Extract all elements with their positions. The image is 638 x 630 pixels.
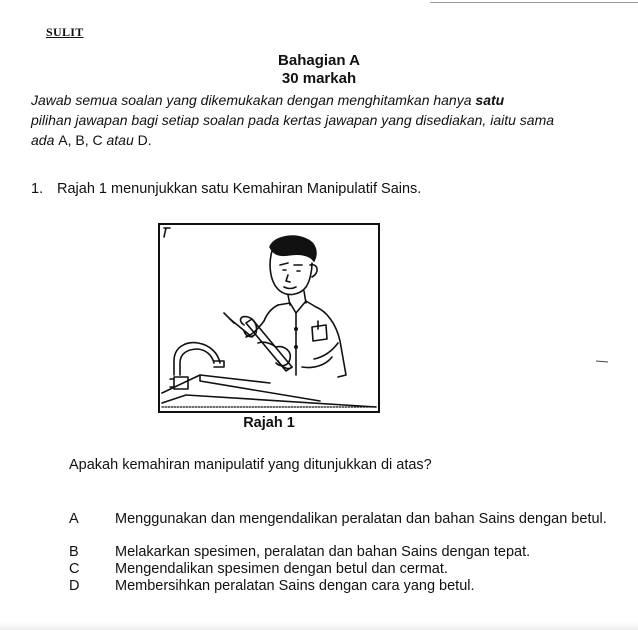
section-title: Bahagian A: [278, 52, 360, 69]
instructions-text: ada: [31, 132, 59, 148]
instructions: [31, 90, 611, 150]
option-text: Menggunakan dan mengendalikan peralatan dan bahan Sains dengan betul.: [115, 511, 607, 527]
instructions-emphasis: satu: [475, 92, 505, 108]
option-letter: A: [69, 511, 79, 527]
option-letter: D: [69, 578, 80, 594]
figure-rajah-1: [158, 223, 380, 413]
sulit-label: SULIT: [46, 25, 84, 39]
figure-caption: Rajah 1: [243, 415, 295, 431]
option-d[interactable]: [69, 578, 475, 594]
boy-washing-test-tube-illustration: [160, 225, 378, 411]
instructions-line-2: pilihan jawapan bagi setiap soalan pada kertas jawapan yang disediakan, iaitu sama: [31, 112, 555, 128]
section-marks: 30 markah: [281, 70, 357, 87]
instructions-text: atau: [106, 132, 138, 148]
question-prompt: Apakah kemahiran manipulatif yang ditunjukkan di atas?: [69, 457, 432, 473]
question-text: Rajah 1 menunjukkan satu Kemahiran Manipulatif Sains.: [57, 181, 422, 197]
instructions-line-1: [31, 90, 611, 110]
instructions-line-3: [31, 130, 611, 150]
option-a[interactable]: [69, 511, 607, 527]
instructions-text: Jawab semua soalan yang dikemukakan dengan menghitamkan hanya: [31, 92, 476, 108]
option-letter: B: [69, 544, 79, 560]
top-rule: [430, 2, 638, 3]
option-c[interactable]: [69, 561, 448, 577]
question-number: 1.: [31, 181, 44, 197]
instructions-letter-d: D.: [137, 132, 152, 148]
option-letter: C: [69, 561, 80, 577]
option-text: Membersihkan peralatan Sains dengan cara yang betul.: [115, 578, 475, 594]
question-1: [31, 181, 421, 197]
scan-mark: [596, 360, 608, 363]
instructions-letters: A, B, C: [58, 132, 107, 148]
option-text: Mengendalikan spesimen dengan betul dan cermat.: [115, 561, 448, 577]
option-text: Melakarkan spesimen, peralatan dan bahan Sains dengan tepat.: [115, 544, 531, 560]
option-b[interactable]: [69, 544, 531, 560]
page-bottom-edge: [0, 622, 638, 630]
